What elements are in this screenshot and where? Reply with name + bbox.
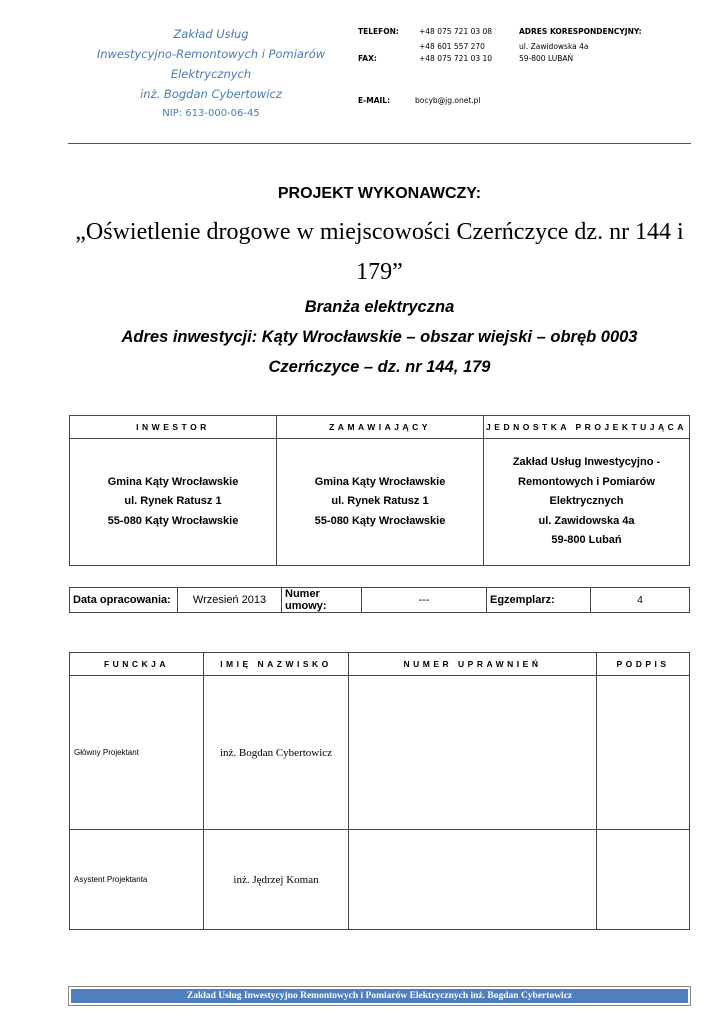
investor-line: Gmina Kąty Wrocławskie [107,475,239,488]
orderer-line: Gmina Kąty Wrocławskie [314,475,446,488]
company-line: Inwestycyjno-Remontowych i Pomiarów [96,47,326,61]
copy-label: Egzemplarz: [487,588,591,613]
project-name-line: 179” [356,259,403,285]
designer-line: ul. Zawidowska 4a [538,514,635,527]
parties-table [69,415,690,566]
header-divider [68,143,691,144]
function-cell: Asystent Projektanta [70,830,204,930]
license-cell [349,830,597,930]
name-cell: inż. Jędrzej Koman [204,830,349,930]
investment-plots: Czerńczyce – dz. nr 144, 179 [268,358,491,376]
email-label: E-MAIL: [358,96,391,105]
project-kind: PROJEKT WYKONAWCZY: [277,185,482,202]
table-row [70,676,690,830]
investment-address: Adres inwestycji: Kąty Wrocławskie – obszar wiejski – obręb 0003 [121,328,638,346]
signature-cell [597,830,690,930]
date-value: Wrzesień 2013 [178,588,282,613]
footer-text: Zakład Usług Inwestycyjno Remontowych i Pomiarów Elektrycznych inż. Bogdan Cybertowicz [71,989,688,1003]
designer-line: Elektrycznych [549,495,624,508]
designer-line: Remontowych i Pomiarów [518,475,655,488]
company-line: Elektrycznych [170,67,252,81]
project-name-line: „Oświetlenie drogowe w miejscowości Czerńczyce dz. nr 144 i [75,219,684,245]
header-function: FUNCKJA [70,653,204,676]
header-name: IMIĘ NAZWISKO [204,653,349,676]
header-orderer: ZAMAWIAJĄCY [277,416,484,439]
fax-number: +48 075 721 03 10 [419,54,493,63]
orderer-line: 55-080 Kąty Wrocławskie [314,514,446,527]
phone-label: TELEFON: [358,27,399,36]
signatures-table [69,652,690,930]
orderer-line: ul. Rynek Ratusz 1 [331,495,429,508]
header-investor: INWESTOR [70,416,277,439]
fax-label: FAX: [358,54,377,63]
header-designer: JEDNOSTKA PROJEKTUJĄCA [484,416,690,439]
function-cell: Główny Projektant [70,676,204,830]
header-signature: PODPIS [597,653,690,676]
designer-line: 59-800 Lubań [551,534,622,547]
project-name [68,212,691,292]
date-label: Data opracowania: [70,588,178,613]
license-cell [349,676,597,830]
company-line: Zakład Usług [173,27,249,41]
investor-line: ul. Rynek Ratusz 1 [124,495,222,508]
signature-cell [597,676,690,830]
copy-value: 4 [591,588,690,613]
table-row [70,830,690,930]
address-city: 59-800 LUBAŃ [519,54,574,63]
email-address[interactable]: bocyb@jg.onet.pl [415,96,481,105]
contract-label: Numer umowy: [282,588,362,613]
project-branch: Branża elektryczna [304,298,455,316]
name-cell: inż. Bogdan Cybertowicz [204,676,349,830]
investor-cell [70,439,277,566]
page-footer [68,986,691,1006]
company-name-block [96,24,326,124]
designer-line: Zakład Usług Inwestycyjno - [512,456,661,469]
address-label: ADRES KORESPONDENCYJNY: [519,27,642,36]
investor-line: 55-080 Kąty Wrocławskie [107,514,239,527]
address-street: ul. Zawidowska 4a [519,42,589,51]
header-license: NUMER UPRAWNIEŃ [349,653,597,676]
company-nip: NIP: 613-000-06-45 [162,108,260,119]
document-meta-table [69,587,690,613]
orderer-cell [277,439,484,566]
phone-1: +48 075 721 03 08 [419,27,493,36]
designer-cell [484,439,690,566]
phone-2: +48 601 557 270 [419,42,485,51]
company-owner: inż. Bogdan Cybertowicz [140,87,282,101]
contract-value: --- [362,588,487,613]
